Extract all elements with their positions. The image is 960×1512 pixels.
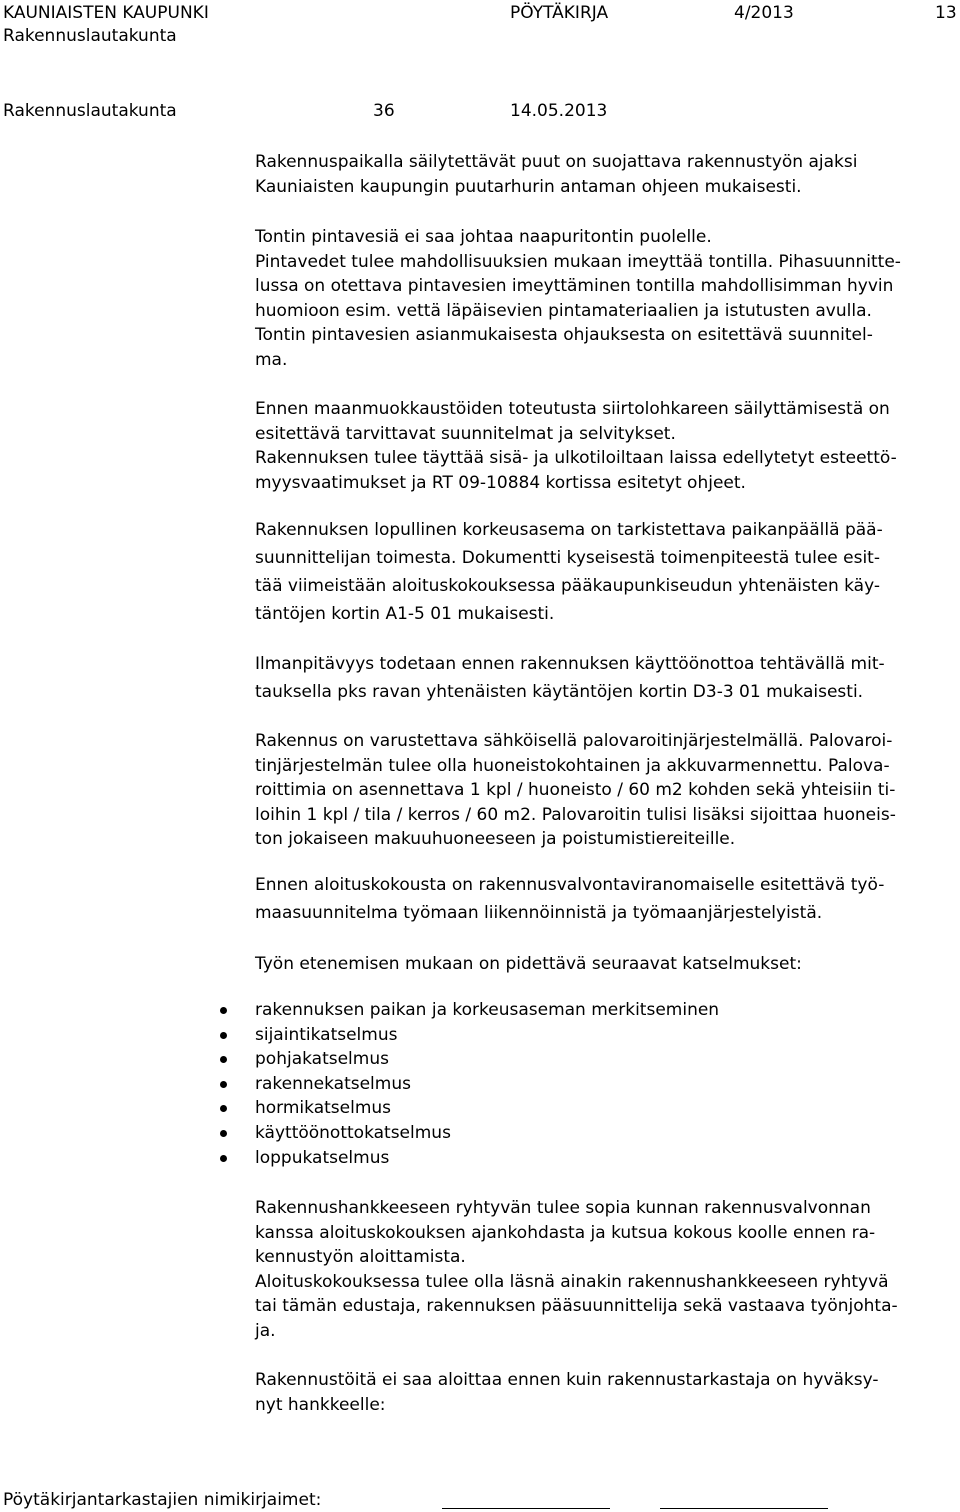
text-line: kennustyön aloittamista. <box>255 1247 466 1267</box>
list-item: hormikatselmus <box>0 1096 960 1121</box>
section-number: 36 <box>373 101 395 121</box>
committee-name: Rakennuslautakunta <box>3 26 177 46</box>
text-line: Ennen aloituskokousta on rakennusvalvontaviranomaiselle esitettävä työ- <box>255 875 885 895</box>
paragraph-surface-water <box>255 225 955 372</box>
text-line: Ilmanpitävyys todetaan ennen rakennuksen käyttöönottoa tehtävällä mit- <box>255 654 885 674</box>
page-number: 13 <box>935 3 957 23</box>
text-line: esitettävä tarvittavat suunnitelmat ja selvitykset. <box>255 423 676 444</box>
text-line: suunnittelijan toimesta. Dokumentti kyseisestä toimenpiteestä tulee esit- <box>255 548 880 568</box>
organization-name: KAUNIAISTEN KAUPUNKI <box>3 3 209 23</box>
document-type: PÖYTÄKIRJA <box>510 3 609 23</box>
list-item: rakennekatselmus <box>0 1072 960 1097</box>
bullet-icon <box>220 1130 227 1137</box>
text-line: Rakennustöitä ei saa aloittaa ennen kuin rakennustarkastaja on hyväksy- <box>255 1370 879 1390</box>
bullet-icon <box>220 1081 227 1088</box>
list-item: loppukatselmus <box>0 1146 960 1171</box>
text-line: Pintavedet tulee mahdollisuuksien mukaan imeyttää tontilla. Pihasuunnitte- <box>255 251 901 272</box>
text-line: lussa on otettava pintavesien imeyttäminen tontilla mahdollisimman hyvin <box>255 276 894 296</box>
signature-line <box>660 1508 828 1509</box>
text-line: ma. <box>255 349 288 370</box>
text-line: Rakennushankkeeseen ryhtyvän tulee sopia kunnan rakennusvalvonnan <box>255 1198 871 1218</box>
text-line: Rakennuksen lopullinen korkeusasema on tarkistettava paikanpäällä pää- <box>255 520 883 540</box>
list-item: pohjakatselmus <box>0 1047 960 1072</box>
text-line: ton jokaiseen makuuhuoneeseen ja poistumistiereiteille. <box>255 829 736 849</box>
signature-line <box>442 1508 610 1509</box>
list-item: sijaintikatselmus <box>0 1023 960 1048</box>
inspections-list <box>0 998 960 1170</box>
text-line: ja. <box>255 1320 276 1341</box>
bullet-icon <box>220 1105 227 1112</box>
bullet-icon <box>220 1155 227 1162</box>
text-line: Rakennuksen tulee täyttää sisä- ja ulkotiloiltaan laissa edellytetyt esteettö- <box>255 448 897 468</box>
text-line: roittimia on asennettava 1 kpl / huoneisto / 60 m2 kohden sekä yhteisiin ti- <box>255 780 896 800</box>
text-line: Aloituskokouksessa tulee olla läsnä ainakin rakennushankkeeseen ryhtyvä <box>255 1271 889 1292</box>
text-line: tauksella pks ravan yhtenäisten käytäntöjen kortin D3-3 01 mukaisesti. <box>255 682 864 702</box>
text-line: tää viimeistään aloituskokouksessa pääkaupunkiseudun yhtenäisten käy- <box>255 576 880 596</box>
text-line: maasuunnitelma työmaan liikennöinnistä ja työmaanjärjestelyistä. <box>255 903 823 923</box>
text-line: kanssa aloituskokouksen ajankohdasta ja kutsua kokous koolle ennen ra- <box>255 1222 876 1243</box>
text-line: Ennen maanmuokkaustöiden toteutusta siirtolohkareen säilyttämisestä on <box>255 399 890 419</box>
section-date: 14.05.2013 <box>510 101 608 121</box>
text-line: Tontin pintavesiä ei saa johtaa naapuritontin puolelle. <box>255 227 712 247</box>
text-line: nyt hankkeelle: <box>255 1394 386 1415</box>
paragraph-approval <box>255 1368 955 1417</box>
text-line: Tontin pintavesien asianmukaisesta ohjauksesta on esitettävä suunnitel- <box>255 325 873 345</box>
paragraph-site-plan <box>255 873 955 929</box>
text-line: täntöjen kortin A1-5 01 mukaisesti. <box>255 604 555 624</box>
bullet-icon <box>220 1056 227 1063</box>
text-line: Kauniaisten kaupungin puutarhurin antaman ohjeen mukaisesti. <box>255 176 802 197</box>
bullet-icon <box>220 1032 227 1039</box>
paragraph-trees <box>255 150 955 199</box>
paragraph-smoke-alarms <box>255 729 955 852</box>
paragraph-elevation <box>255 518 955 630</box>
paragraph-earthworks <box>255 397 955 495</box>
text-line: loihin 1 kpl / tila / kerros / 60 m2. Palovaroitin tulisi lisäksi sijoittaa huoneis- <box>255 804 896 825</box>
list-item: käyttöönottokatselmus <box>0 1121 960 1146</box>
text-line: huomioon esim. vettä läpäisevien pintamateriaalien ja istutusten avulla. <box>255 300 872 321</box>
document-issue: 4/2013 <box>734 3 794 23</box>
bullet-icon <box>220 1007 227 1014</box>
text-line: tinjärjestelmän tulee olla huoneistokohtainen ja akkuvarmennettu. Palova- <box>255 755 890 776</box>
paragraph-start-meeting <box>255 1196 955 1343</box>
text-line: Rakennuspaikalla säilytettävät puut on suojattava rakennustyön ajaksi <box>255 152 858 172</box>
text-line: Työn etenemisen mukaan on pidettävä seuraavat katselmukset: <box>255 954 802 974</box>
paragraph-inspections-intro <box>255 952 955 977</box>
reviewer-initials-label: Pöytäkirjantarkastajien nimikirjaimet: <box>3 1490 322 1510</box>
section-body: Rakennuslautakunta <box>3 101 177 121</box>
text-line: myysvaatimukset ja RT 09-10884 kortissa esitetyt ohjeet. <box>255 472 746 493</box>
list-item: rakennuksen paikan ja korkeusaseman merkitseminen <box>0 998 960 1023</box>
paragraph-airtightness <box>255 652 955 708</box>
text-line: Rakennus on varustettava sähköisellä palovaroitinjärjestelmällä. Palovaroi- <box>255 731 893 751</box>
text-line: tai tämän edustaja, rakennuksen pääsuunnittelija sekä vastaava työnjohta- <box>255 1296 898 1316</box>
